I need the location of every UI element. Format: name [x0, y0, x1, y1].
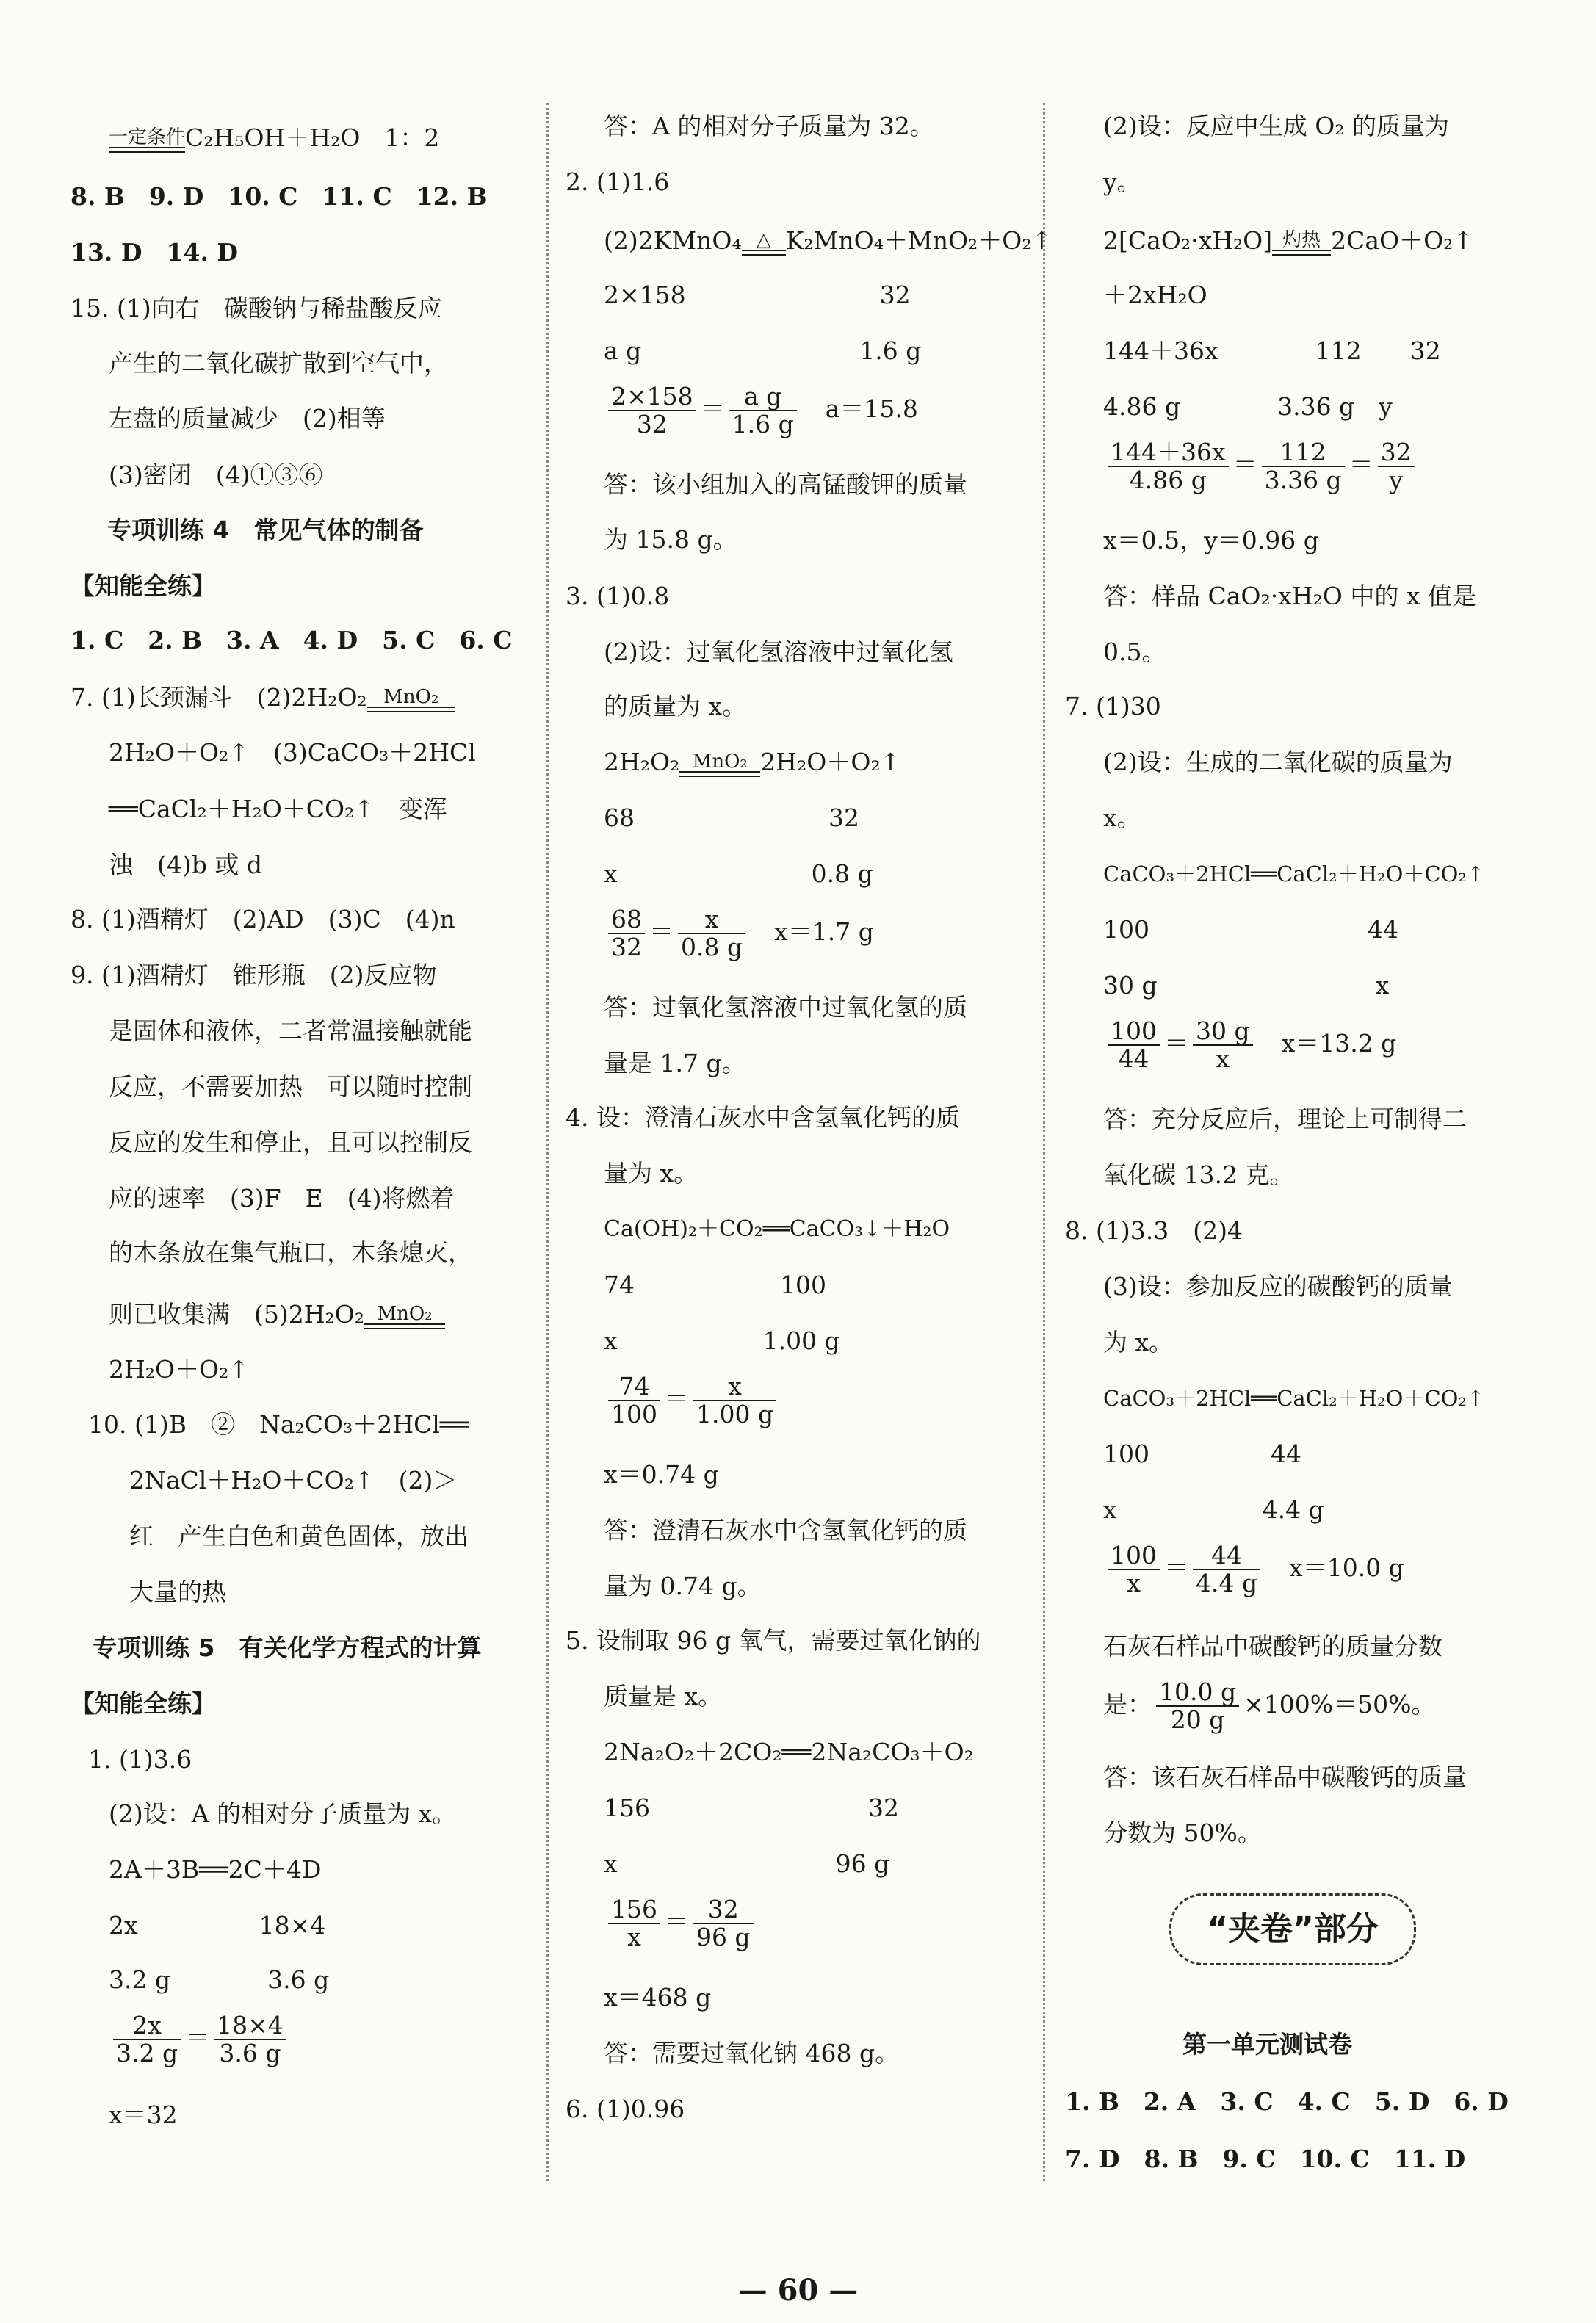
answer-line: 量是 1.7 g。 — [604, 1049, 746, 1077]
fraction-equation: $\frac{74}{100}$ ＝ $\frac{x}{1.00 g}$ — [566, 1373, 781, 1428]
answer-line: 2H₂O＋O₂↑ (3)CaCO₃＋2HCl — [109, 738, 476, 767]
equation-line: Ca(OH)₂＋CO₂══CaCO₃↓＋H₂O — [604, 1216, 950, 1242]
reaction-condition: 灼热 — [1272, 231, 1331, 256]
equation-line: x 4.4 g — [1103, 1495, 1324, 1524]
fraction: $\frac{44}{4.4 g}$ — [1193, 1542, 1260, 1597]
equation-line: x＝0.5，y＝0.96 g — [1103, 526, 1319, 554]
answer-line: 石灰石样品中碳酸钙的质量分数 — [1103, 1632, 1442, 1661]
answer-line: 2H₂O＋O₂↑ — [109, 1355, 249, 1384]
subsection-heading: 【知能全练】 — [71, 571, 216, 600]
equation-line: 100 44 — [1103, 915, 1398, 944]
equation-line: 2A＋3B══2C＋4D — [109, 1855, 322, 1884]
test-title: 第一单元测试卷 — [1182, 2030, 1352, 2059]
answer-line: 答：过氧化氢溶液中过氧化氢的质 — [604, 993, 967, 1022]
page-number: — 60 — — [737, 2273, 859, 2308]
fraction-equation: $\frac{2\times 158}{32}$ ＝ $\frac{\text{a g}}{1.6 g}$ a＝15.8 — [566, 383, 918, 438]
reaction-condition: MnO₂ — [364, 1304, 445, 1329]
answer-line: 7. D 8. B 9. C 10. C 11. D — [1065, 2145, 1466, 2173]
answer-line: 红 产生白色和黄色固体，放出 — [129, 1522, 469, 1550]
equation-line: x＝32 — [109, 2100, 178, 2129]
fraction: $\frac{156}{x}$ — [608, 1896, 660, 1951]
equation-line: 100 44 — [1103, 1439, 1301, 1468]
equation-line: x＝0.74 g — [604, 1460, 719, 1489]
answer-line: 3. (1)0.8 — [566, 582, 670, 610]
fraction: $\frac{100}{44}$ — [1108, 1018, 1160, 1072]
answer-line: 答：A 的相对分子质量为 32。 — [604, 112, 934, 140]
part-banner: “夹卷”部分 — [1169, 1893, 1416, 1965]
answer-line: 9. (1)酒精灯 锥形瓶 (2)反应物 — [71, 961, 437, 989]
reaction-condition: MnO₂ — [367, 687, 455, 712]
fraction: $\frac{32}{96 g}$ — [693, 1896, 754, 1951]
equation-line: a g 1.6 g — [604, 336, 922, 365]
answer-line: 氧化碳 13.2 克。 — [1103, 1160, 1294, 1189]
section-heading: 专项训练 4 常见气体的制备 — [107, 516, 424, 544]
equation-line: 2×158 32 — [604, 281, 911, 309]
equation-line: 144＋36x 112 32 — [1103, 336, 1441, 365]
answer-line: 2. (1)1.6 — [566, 167, 670, 196]
fraction-equation: $\frac{100}{44}$ ＝ $\frac{30 g}{x}$ x＝13.2 g — [1065, 1018, 1396, 1072]
answer-line: 7. (1)30 — [1065, 692, 1161, 720]
equation-line: x 1.00 g — [604, 1326, 840, 1355]
answer-line: 13. D 14. D — [71, 238, 239, 267]
fraction: $\frac{\text{a g}}{1.6 g}$ — [729, 383, 797, 438]
fraction: $\frac{74}{100}$ — [608, 1373, 660, 1428]
fraction-equation: $\frac{156}{x}$ ＝ $\frac{32}{96 g}$ — [566, 1896, 758, 1951]
equation-line: x＝468 g — [604, 1983, 712, 2012]
fraction: $\frac{18\times 4}{3.6 g}$ — [214, 2012, 286, 2067]
section-heading: 专项训练 5 有关化学方程式的计算 — [93, 1633, 482, 1662]
fraction: $\frac{30 g}{x}$ — [1193, 1018, 1253, 1072]
fraction: $\frac{112}{3.36 g}$ — [1262, 439, 1345, 494]
answer-line: 答：需要过氧化钠 468 g。 — [604, 2039, 900, 2067]
column-divider — [546, 103, 549, 2181]
equation-line: 一定条件 C₂H₅OH＋H₂O 1：2 — [109, 123, 440, 152]
equation-line: ＋2xH₂O — [1103, 281, 1207, 309]
reaction-condition: △ — [742, 231, 786, 256]
answer-line: 是固体和液体，二者常温接触就能 — [109, 1016, 472, 1045]
fraction: $\frac{100}{x}$ — [1108, 1542, 1160, 1597]
subsection-heading: 【知能全练】 — [71, 1689, 216, 1718]
answer-line: 8. B 9. D 10. C 11. C 12. B — [71, 182, 488, 211]
answer-line: (2)设：过氧化氢溶液中过氧化氢 — [604, 637, 953, 666]
answer-line: 答：澄清石灰水中含氢氧化钙的质 — [604, 1516, 967, 1545]
answer-line: 答：充分反应后，理论上可制得二 — [1103, 1105, 1467, 1133]
answer-line: 的质量为 x。 — [604, 692, 747, 720]
answer-line: y。 — [1103, 167, 1141, 196]
answer-line: 质量是 x。 — [604, 1682, 723, 1710]
equation-line: CaCO₃＋2HCl══CaCl₂＋H₂O＋CO₂↑ — [1103, 1386, 1485, 1411]
answer-line: 反应，不需要加热 可以随时控制 — [109, 1072, 472, 1101]
fraction-equation: $\frac{68}{32}$ ＝ $\frac{x}{0.8 g}$ x＝1.7 g — [566, 906, 874, 961]
answer-line: 1. C 2. B 3. A 4. D 5. C 6. C — [71, 626, 513, 654]
answer-line: (2)设：反应中生成 O₂ 的质量为 — [1103, 112, 1450, 140]
fraction: $\frac{2x}{3.2 g}$ — [113, 2012, 181, 2067]
fraction: $\frac{10.0 g}{20 g}$ — [1156, 1679, 1239, 1733]
equation-line: 2Na₂O₂＋2CO₂══2Na₂CO₃＋O₂ — [604, 1738, 974, 1766]
fraction: $\frac{144+36x}{4.86 g}$ — [1108, 439, 1229, 494]
fraction: $\frac{68}{32}$ — [608, 906, 645, 961]
answer-line: 量为 0.74 g。 — [604, 1572, 762, 1600]
fraction: $\frac{x}{0.8 g}$ — [678, 906, 745, 961]
answer-line: 大量的热 — [129, 1578, 226, 1606]
equation-line: (2)2KMnO₄ △ K₂MnO₄＋MnO₂＋O₂↑ — [604, 226, 1052, 255]
answer-line: 为 15.8 g。 — [604, 525, 737, 554]
reaction-condition: MnO₂ — [679, 752, 760, 777]
fraction: $\frac{x}{1.00 g}$ — [693, 1373, 776, 1428]
answer-line: 0.5。 — [1103, 637, 1166, 666]
equation-line: 30 g x — [1103, 971, 1390, 1000]
equation-line: 156 32 — [604, 1793, 899, 1822]
fraction: $\frac{2\times 158}{32}$ — [608, 383, 696, 438]
equation-line: 2x 18×4 — [109, 1911, 326, 1940]
answer-line: (2)设：A 的相对分子质量为 x。 — [109, 1799, 457, 1828]
answer-line: 2NaCl＋H₂O＋CO₂↑ (2)＞ — [129, 1466, 458, 1495]
equation-line: 2[CaO₂·xH₂O] 灼热 2CaO＋O₂↑ — [1103, 226, 1474, 255]
answer-line: 4. 设：澄清石灰水中含氢氧化钙的质 — [566, 1103, 960, 1132]
answer-line: 答：该小组加入的高锰酸钾的质量 — [604, 470, 967, 499]
answer-line: (2)设：生成的二氧化碳的质量为 — [1103, 748, 1453, 776]
answer-line: 8. (1)3.3 (2)4 — [1065, 1216, 1243, 1245]
answer-line: 15. (1)向右 碳酸钠与稀盐酸反应 — [71, 294, 442, 322]
answer-line: 量为 x。 — [604, 1159, 698, 1188]
answer-line: 浊 (4)b 或 d — [109, 850, 262, 879]
answer-line: (3)设：参加反应的碳酸钙的质量 — [1103, 1272, 1453, 1301]
answer-line: 6. (1)0.96 — [566, 2095, 685, 2123]
equation-line: 68 32 — [604, 803, 859, 832]
answer-line: (3)密闭 (4)①③⑥ — [109, 460, 323, 489]
answer-line: ══CaCl₂＋H₂O＋CO₂↑ 变浑 — [109, 795, 447, 823]
answer-line: 产生的二氧化碳扩散到空气中， — [109, 349, 448, 377]
fraction-equation: $\frac{144+36x}{4.86 g}$ ＝ $\frac{112}{3.36 g}$ ＝ $\frac{32}{y}$ — [1065, 439, 1419, 494]
answer-line: 8. (1)酒精灯 (2)AD (3)C (4)n — [71, 905, 455, 933]
fraction-equation: 是： $\frac{10.0 g}{20 g}$ ×100%＝50%。 — [1103, 1677, 1436, 1734]
fraction-equation: $\frac{2x}{3.2 g}$ ＝ $\frac{18\times 4}{3.6 g}$ — [71, 2012, 291, 2067]
equation-line: 3.2 g 3.6 g — [109, 1965, 330, 1994]
equation-line: x 96 g — [604, 1849, 890, 1878]
reaction-condition: 一定条件 — [109, 128, 185, 153]
answer-line: 1. B 2. A 3. C 4. C 5. D 6. D — [1065, 2087, 1509, 2116]
answer-line: 7. (1)长颈漏斗 (2)2H₂O₂ MnO₂ — [71, 683, 455, 712]
answer-line: 的木条放在集气瓶口，木条熄灭， — [109, 1238, 472, 1267]
equation-line: 74 100 — [604, 1271, 826, 1299]
equation-line: x 0.8 g — [604, 859, 873, 888]
answer-line: 答：样品 CaO₂·xH₂O 中的 x 值是 — [1103, 582, 1476, 610]
answer-line: 答：该石灰石样品中碳酸钙的质量 — [1103, 1763, 1467, 1791]
equation-line: 2H₂O₂ MnO₂ 2H₂O＋O₂↑ — [604, 748, 901, 776]
fraction: $\frac{32}{y}$ — [1378, 439, 1415, 494]
equation-line: 4.86 g 3.36 g y — [1103, 392, 1393, 421]
answer-line: 5. 设制取 96 g 氧气，需要过氧化钠的 — [566, 1626, 981, 1655]
answer-line: 分数为 50%。 — [1103, 1818, 1262, 1847]
answer-line: 1. (1)3.6 — [88, 1745, 192, 1774]
answer-line: x。 — [1103, 803, 1141, 832]
column-divider — [1043, 103, 1045, 2181]
answer-line: 应的速率 (3)F E (4)将燃着 — [109, 1184, 455, 1213]
answer-line: 则已收集满 (5)2H₂O₂ MnO₂ — [71, 1300, 445, 1329]
answer-line: 左盘的质量减少 (2)相等 — [109, 404, 386, 433]
answer-line: 反应的发生和停止，且可以控制反 — [109, 1128, 472, 1157]
equation-line: CaCO₃＋2HCl══CaCl₂＋H₂O＋CO₂↑ — [1103, 861, 1485, 886]
answer-line: 为 x。 — [1103, 1328, 1174, 1356]
answer-line: 10. (1)B ② Na₂CO₃＋2HCl══ — [88, 1410, 469, 1439]
fraction-equation: $\frac{100}{x}$ ＝ $\frac{44}{4.4 g}$ x＝10.0 g — [1065, 1542, 1404, 1597]
